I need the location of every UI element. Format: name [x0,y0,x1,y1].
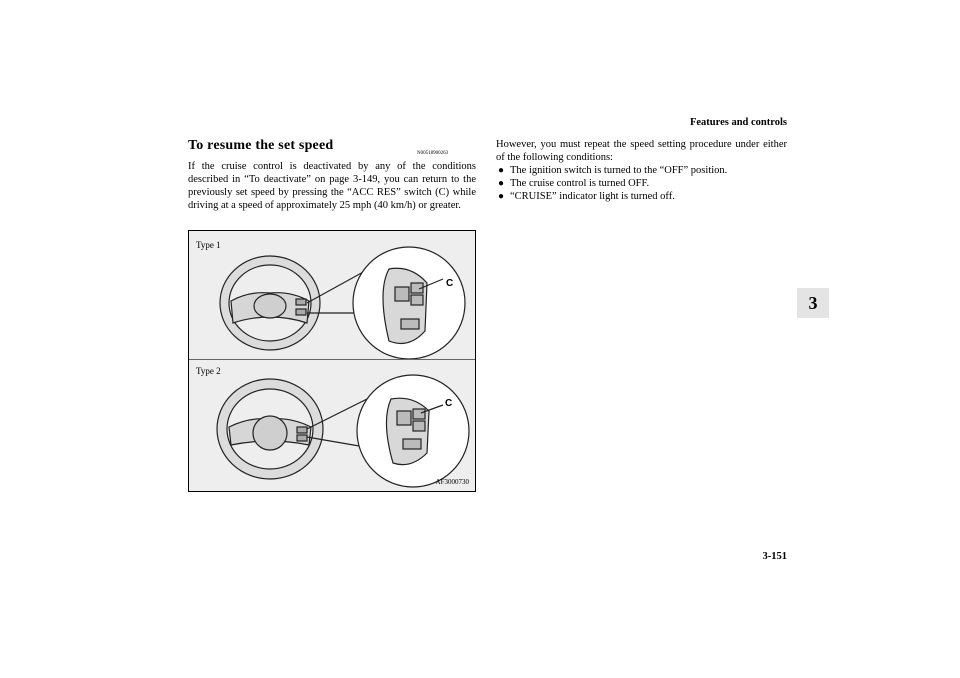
steering-figure [188,230,476,492]
section-code: N00518900263 [417,151,449,156]
callout-c-type1: C [446,278,454,289]
type1-label: Type 1 [196,240,221,250]
callout-c-type2: C [445,398,453,409]
list-item: ● “CRUISE” indicator light is turned off. [496,190,787,203]
right-intro: However, you must repeat the speed setting procedure under either of the following conditions: [496,139,787,163]
switch-closeup-type1 [353,247,465,359]
steering-wheel-type1 [220,256,365,350]
steering-wheel-type2 [217,379,367,479]
list-item: ● The cruise control is turned OFF. [496,177,787,190]
list-item: ● The ignition switch is turned to the “OFF” position. [496,164,787,177]
steering-wheel-illustration [189,231,476,492]
figure-code: AF3000730 [435,478,469,486]
divider [189,359,475,360]
chapter-tab: 3 [797,288,829,318]
page-number: 3-151 [762,551,787,562]
section-paragraph: If the cruise control is deactivated by any of the conditions described in “To deactivate” on page 3-149, you can return to the previously set speed by pressing the “ACC RES” switch (C) while driving at a speed of approximately 25 mph (40 km/h) or greater. [188,161,476,211]
section-heading: To resume the set speed [188,138,334,153]
switch-closeup-type2 [357,375,469,487]
type2-label: Type 2 [196,366,221,376]
header-title: Features and controls [689,117,787,128]
condition-list [496,164,787,203]
